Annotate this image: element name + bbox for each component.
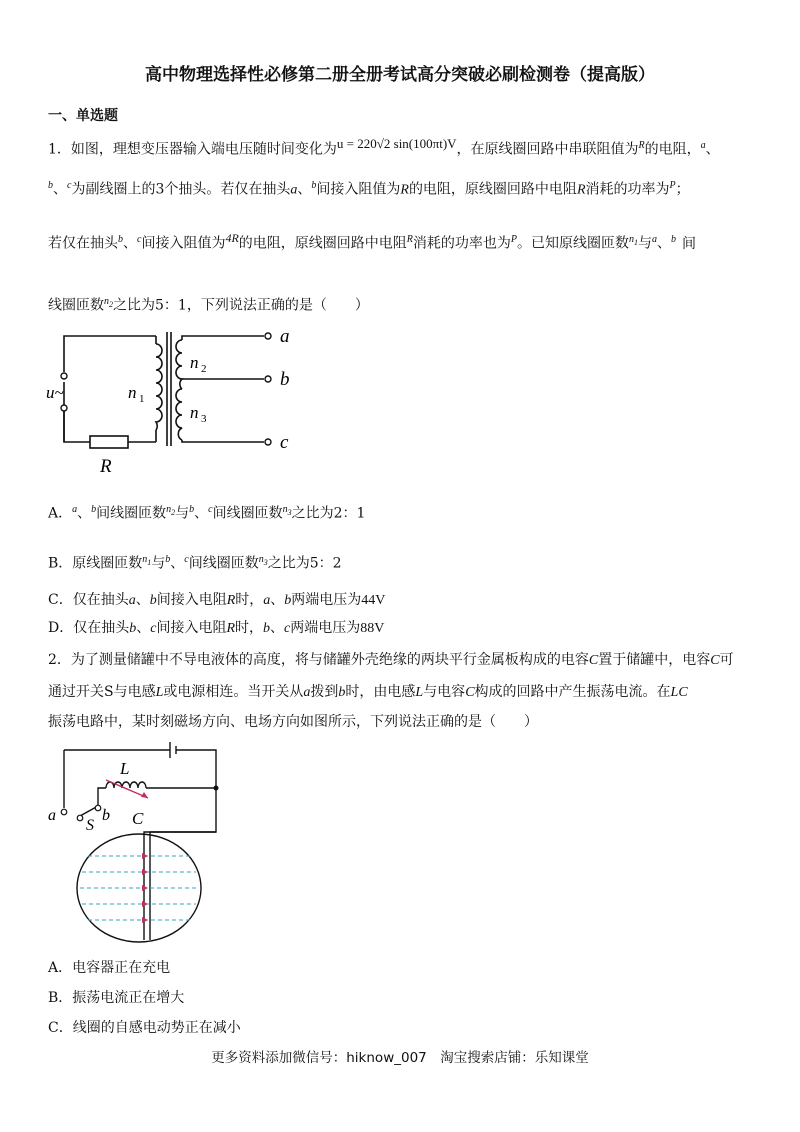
terminal-c (265, 439, 271, 445)
input-terminal-top (61, 373, 67, 379)
secondary-coil-upper (176, 340, 182, 389)
q1-sep: 、 (705, 141, 720, 158)
q1-number: 1． (48, 141, 71, 158)
label-b: b (102, 807, 110, 824)
q1-text: 线圈匝数 (48, 297, 104, 314)
q1-option-b[interactable]: B．原线圈匝数$^{n_1}$与$^b$、$^c$间线圈匝数$^{n_3}$之比为5：2 (48, 554, 342, 572)
q2-line-2: 通过开关S与电感L或电源相连。当开关从a拨到b时，由电感L与电容C构成的回路中产生振荡电流。在LC (48, 684, 688, 700)
label-n2-sub: 2 (201, 363, 207, 375)
secondary-wire-c (182, 440, 264, 442)
q1-text: 为副线圈上的3个抽头。若仅在抽头 (71, 181, 291, 198)
q1-var: R (400, 182, 409, 198)
label-n1: n (128, 383, 137, 402)
field-arrows (142, 853, 148, 923)
q1-line-3 (48, 228, 696, 254)
electric-field-lines (80, 856, 198, 920)
q1-var: c (67, 180, 72, 191)
label-n1-sub: 1 (139, 393, 145, 405)
q1-text: 的电阻， (644, 141, 701, 158)
label-L: L (120, 759, 130, 778)
inductor-left-wire (98, 788, 106, 806)
label-n2: n (190, 353, 199, 372)
q1-line-2 (48, 176, 690, 201)
terminal-b (265, 376, 271, 382)
label-a: a (280, 326, 290, 347)
q1-var: c (137, 234, 142, 245)
q1-var: b (671, 234, 677, 245)
q1-var: R (406, 234, 413, 245)
q2-line-1: 2．为了测量储罐中不导电液体的高度，将与储罐外壳绝缘的两块平行金属板构成的电容C置于储罐中，电容C可 (48, 652, 734, 668)
switch-pivot (77, 815, 83, 821)
q1-option-c[interactable]: C．仅在抽头a、b间接入电阻R时，a、b两端电压为44V (48, 592, 386, 608)
switch-terminal-b (95, 805, 101, 811)
q1-text: 间 (682, 235, 697, 252)
q1-var: P (510, 234, 518, 245)
terminal-a (265, 333, 271, 339)
q1-sep: 、 (123, 235, 137, 252)
q2-lc-figure (44, 736, 234, 946)
primary-wire-top (64, 336, 156, 372)
page-footer: 更多资料添加微信号：hiknow_007 淘宝搜索店铺：乐知课堂 (211, 1050, 589, 1066)
q2-option-a[interactable]: A．电容器正在充电 (48, 960, 171, 976)
label-u: u~ (46, 383, 64, 402)
q1-var: a (700, 140, 706, 151)
q1-option-d[interactable]: D．仅在抽头b、c间接入电阻R时，b、c两端电压为88V (48, 620, 385, 636)
input-terminal-bottom (61, 405, 67, 411)
resistor-symbol (90, 436, 128, 448)
primary-coil (156, 344, 162, 430)
q1-text: 如图，理想变压器输入端电压随时间变化为 (70, 141, 337, 158)
q1-text: 的电阻，原线圈回路中电阻 (408, 181, 577, 198)
q1-var: n2 (104, 296, 113, 309)
q1-text: 之比为5：1，下列说法正确的是（ ） (113, 297, 369, 314)
q1-text: 与 (638, 235, 653, 252)
secondary-wire-a (182, 336, 264, 340)
q2-option-b[interactable]: B．振荡电流正在增大 (48, 990, 185, 1006)
q1-sep: ； (675, 181, 690, 198)
q1-var: 4R (225, 231, 239, 245)
q1-line-1 (48, 136, 720, 160)
q1-transformer-figure (44, 322, 304, 478)
q1-sep: 、 (297, 181, 312, 198)
q1-text: 。已知原线圈匝数 (517, 235, 630, 252)
q1-text: 间接入阻值为 (141, 235, 226, 252)
primary-wire-left (64, 382, 90, 442)
label-C: C (132, 809, 144, 828)
q1-sep: 、 (53, 181, 67, 198)
q1-var: b (118, 234, 123, 245)
q1-sep: 、 (657, 235, 672, 252)
label-a: a (48, 807, 56, 824)
q1-text: 消耗的功率也为 (412, 235, 511, 252)
right-wire (144, 750, 216, 854)
secondary-coil-lower (176, 389, 182, 440)
q1-var: b (311, 180, 317, 191)
label-S: S (86, 817, 94, 834)
q2-option-c[interactable]: C．线圈的自感电动势正在减小 (48, 1020, 241, 1036)
label-n3-sub: 3 (201, 413, 207, 425)
label-c: c (280, 432, 289, 453)
q1-var: a (652, 234, 658, 245)
q1-text: 间接入阻值为 (316, 181, 401, 198)
q2-line-3: 振荡电路中，某时刻磁场方向、电场方向如图所示，下列说法正确的是（ ） (48, 714, 538, 730)
q1-text: 的电阻，原线圈回路中电阻 (238, 235, 407, 252)
q1-option-a[interactable]: A．$^a$、$^b$间线圈匝数$^{n_2}$与$^b$、$^c$间线圈匝数$^{n_3}$之比为2：1 (48, 504, 366, 522)
page-title: 高中物理选择性必修第二册全册考试高分突破必刷检测卷（提高版） (145, 65, 655, 85)
q1-text: 消耗的功率为 (585, 181, 670, 198)
junction-dot (214, 786, 219, 791)
q1-var: a (290, 182, 298, 198)
q1-var: P (669, 180, 676, 191)
q1-text: 若仅在抽头 (48, 235, 118, 252)
q1-formula: u = 220√2 sin(100πt)V (336, 135, 457, 151)
q1-var: R (638, 140, 645, 151)
label-n3: n (190, 403, 199, 422)
label-R: R (100, 456, 112, 477)
q1-text: ，在原线圈回路中串联阻值为 (456, 141, 639, 158)
q1-line-4 (48, 292, 369, 316)
label-b: b (280, 369, 290, 390)
q1-var: n1 (629, 234, 639, 247)
q1-var: R (576, 182, 586, 198)
q1-var: b (48, 180, 53, 191)
switch-terminal-a (61, 809, 67, 815)
section-heading: 一、单选题 (48, 108, 118, 124)
